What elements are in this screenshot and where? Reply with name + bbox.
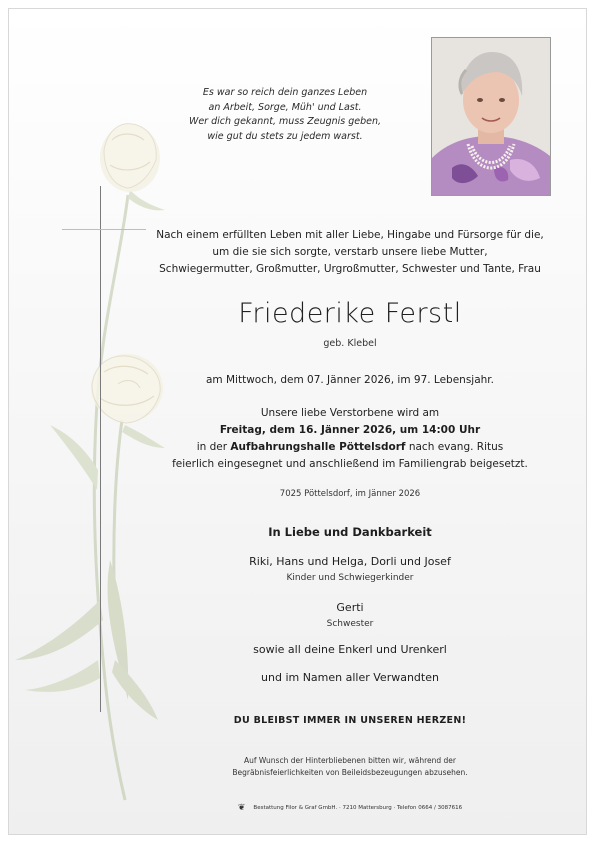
death-date: am Mittwoch, dem 07. Jänner 2026, im 97. Lebensjahr. — [206, 374, 494, 386]
funeral-hall: Aufbahrungshalle Pöttelsdorf — [230, 441, 406, 453]
poem-line: Es war so reich dein ganzes Leben — [202, 87, 368, 98]
intro-line: Schwiegermutter, Großmutter, Urgroßmutter, Schwester und Tante, Frau — [159, 263, 541, 275]
condolence-request: Auf Wunsch der Hinterbliebenen bitten wir, während der Begräbnisfeierlichkeiten von Beileidsbezeugungen abzusehen. — [232, 756, 468, 777]
poem-line: Wer dich gekannt, muss Zeugnis geben, — [188, 116, 382, 127]
portrait-icon — [432, 38, 550, 195]
funeral-info — [120, 405, 580, 473]
motto: DU BLEIBST IMMER IN UNSEREN HERZEN! — [233, 715, 467, 726]
place-date: 7025 Pöttelsdorf, im Jänner 2026 — [279, 489, 421, 499]
mourners-family-2: Gerti — [336, 601, 364, 614]
mourners-heading: In Liebe und Dankbarkeit — [268, 525, 432, 539]
poem — [170, 86, 400, 144]
mourners-role-1: Kinder und Schwiegerkinder — [286, 573, 414, 583]
funeral-date: Freitag, dem 16. Jänner 2026, um 14:00 Uhr — [219, 424, 481, 436]
deceased-name: Friederike Ferstl — [238, 298, 462, 329]
intro-line: um die sie sich sorgte, verstarb unsere liebe Mutter, — [212, 246, 488, 258]
mourners-relatives: und im Namen aller Verwandten — [261, 671, 439, 684]
poem-line: wie gut du stets zu jedem warst. — [207, 130, 363, 142]
funeral-line: feierlich eingesegnet und anschließend im Familiengrab beigesetzt. — [172, 458, 528, 470]
maiden-name: geb. Klebel — [323, 338, 377, 349]
funeral-line: Unsere liebe Verstorbene wird am — [260, 407, 440, 419]
mourners-family-1: Riki, Hans und Helga, Dorli und Josef — [249, 555, 451, 568]
poem-line: an Arbeit, Sorge, Müh' und Last. — [208, 101, 362, 113]
footer — [120, 803, 580, 813]
portrait-photo — [431, 37, 551, 196]
cross-vertical-line — [100, 186, 101, 712]
funeral-location: in der Aufbahrungshalle Pöttelsdorf nach evang. Ritus — [196, 441, 504, 453]
intro-line: Nach einem erfüllten Leben mit aller Liebe, Hingabe und Fürsorge für die, — [156, 229, 544, 241]
bestattung-logo-icon: ❦ — [237, 803, 246, 813]
mourners-grandchildren: sowie all deine Enkerl und Urenkerl — [253, 643, 447, 656]
mourners-role-2: Schwester — [326, 619, 374, 629]
footer-text: Bestattung Filor & Graf GmbH. · 7210 Mattersburg · Telefon 0664 / 3087616 — [253, 805, 463, 811]
intro-text — [120, 227, 580, 278]
